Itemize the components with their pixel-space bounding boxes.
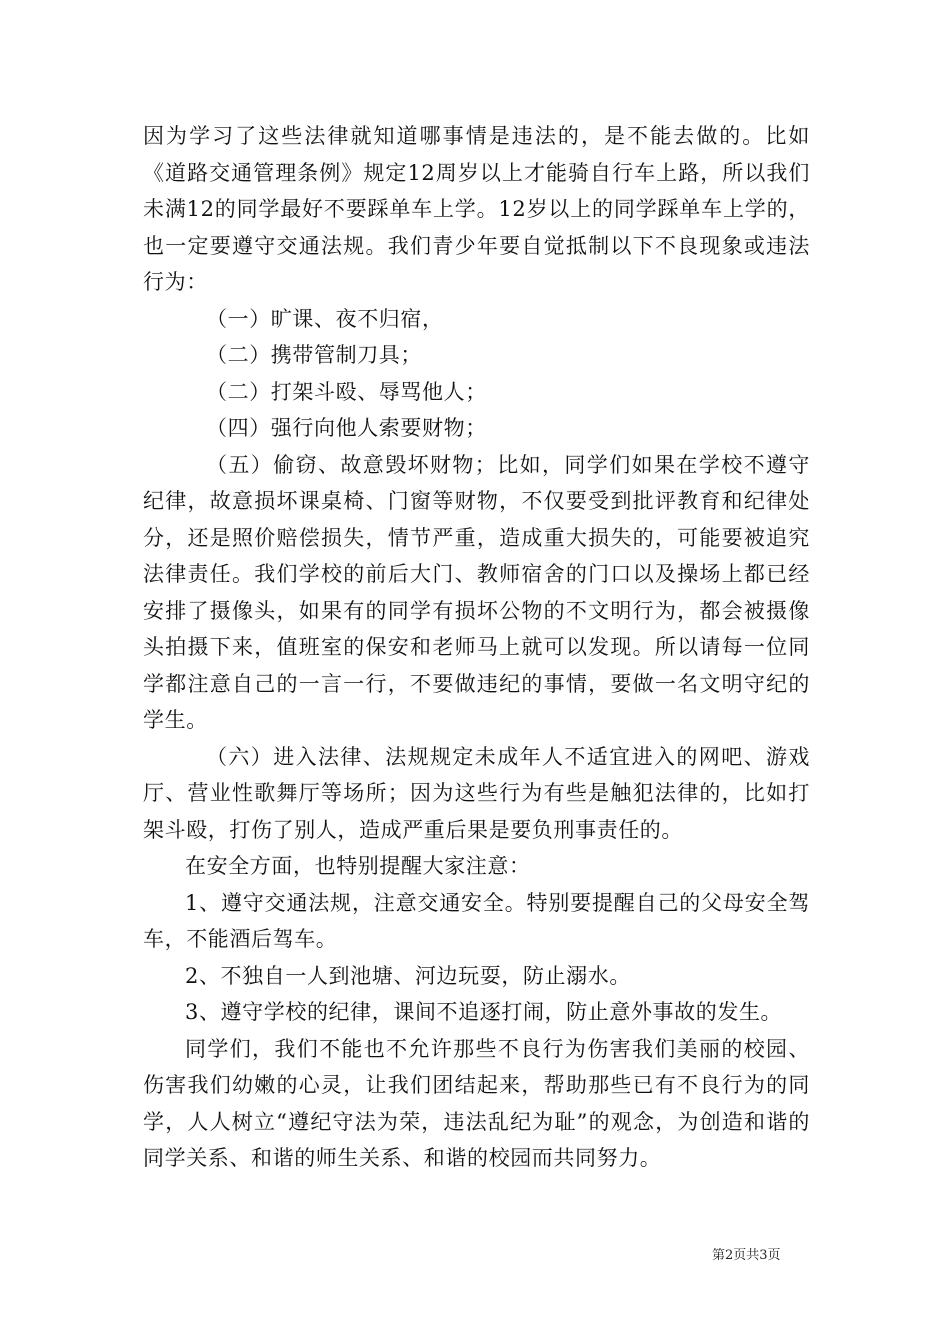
safety-item-2: 2、不独自一人到池塘、河边玩耍，防止溺水。 <box>185 963 631 988</box>
safety-item-3: 3、遵守学校的纪律，课间不追逐打闹，防止意外事故的发生。 <box>185 1000 783 1024</box>
list-item-1: （一）旷课、夜不归宿， <box>206 306 444 331</box>
list-item-3: （二）打架斗殴、辱骂他人； <box>206 379 487 404</box>
document-body <box>143 118 810 1177</box>
paragraph-safety-intro: 在安全方面，也特别提醒大家注意： <box>185 854 531 878</box>
paragraph-intro: 因为学习了这些法律就知道哪事情是违法的，是不能去做的。比如《道路交通管理条例》规定12周岁以上才能骑自行车上路，所以我们未满12的同学最好不要踩单车上学。12岁以上的同学踩单车上学的，也一定要遵守交通法规。我们青少年要自觉抵制以下不良现象或违法行为： <box>143 124 810 294</box>
list-item-6: （六）进入法律、法规规定未成年人不适宜进入的网吧、游戏厅、营业性歌舞厅等场所；因为这些行为有些是触犯法律的，比如打架斗殴，打伤了别人，造成严重后果是要负刑事责任的。 <box>143 744 810 842</box>
list-item-5: （五）偷窃、故意毁坏财物；比如，同学们如果在学校不遵守纪律，故意损坏课桌椅、门窗等财物，不仅要受到批评教育和纪律处分，还是照价赔偿损失，情节严重，造成重大损失的，可能要被追究法律责任。我们学校的前后大门、教师宿舍的门口以及操场上都已经安排了摄像头，如果有的同学有损坏公物的不文明行为，都会被摄像头拍摄下来，值班室的保安和老师马上就可以发现。所以请每一位同学都注意自己的一言一行，不要做违纪的事情，要做一名文明守纪的学生。 <box>143 452 810 732</box>
list-item-2: （二）携带管制刀具； <box>206 343 422 367</box>
safety-item-1: 1、遵守交通法规，注意交通安全。特别要提醒自己的父母安全驾车，不能酒后驾车。 <box>143 890 810 951</box>
list-item-4: （四）强行向他人索要财物； <box>206 416 487 440</box>
paragraph-conclusion: 同学们，我们不能也不允许那些不良行为伤害我们美丽的校园、伤害我们幼嫩的心灵，让我们团结起来，帮助那些已有不良行为的同学，人人树立“遵纪守法为荣，违法乱纪为耻”的观念，为创造和谐的同学关系、和谐的师生关系、和谐的校园而共同努力。 <box>143 1036 810 1170</box>
page-number: 第2页共3页 <box>712 1248 781 1263</box>
